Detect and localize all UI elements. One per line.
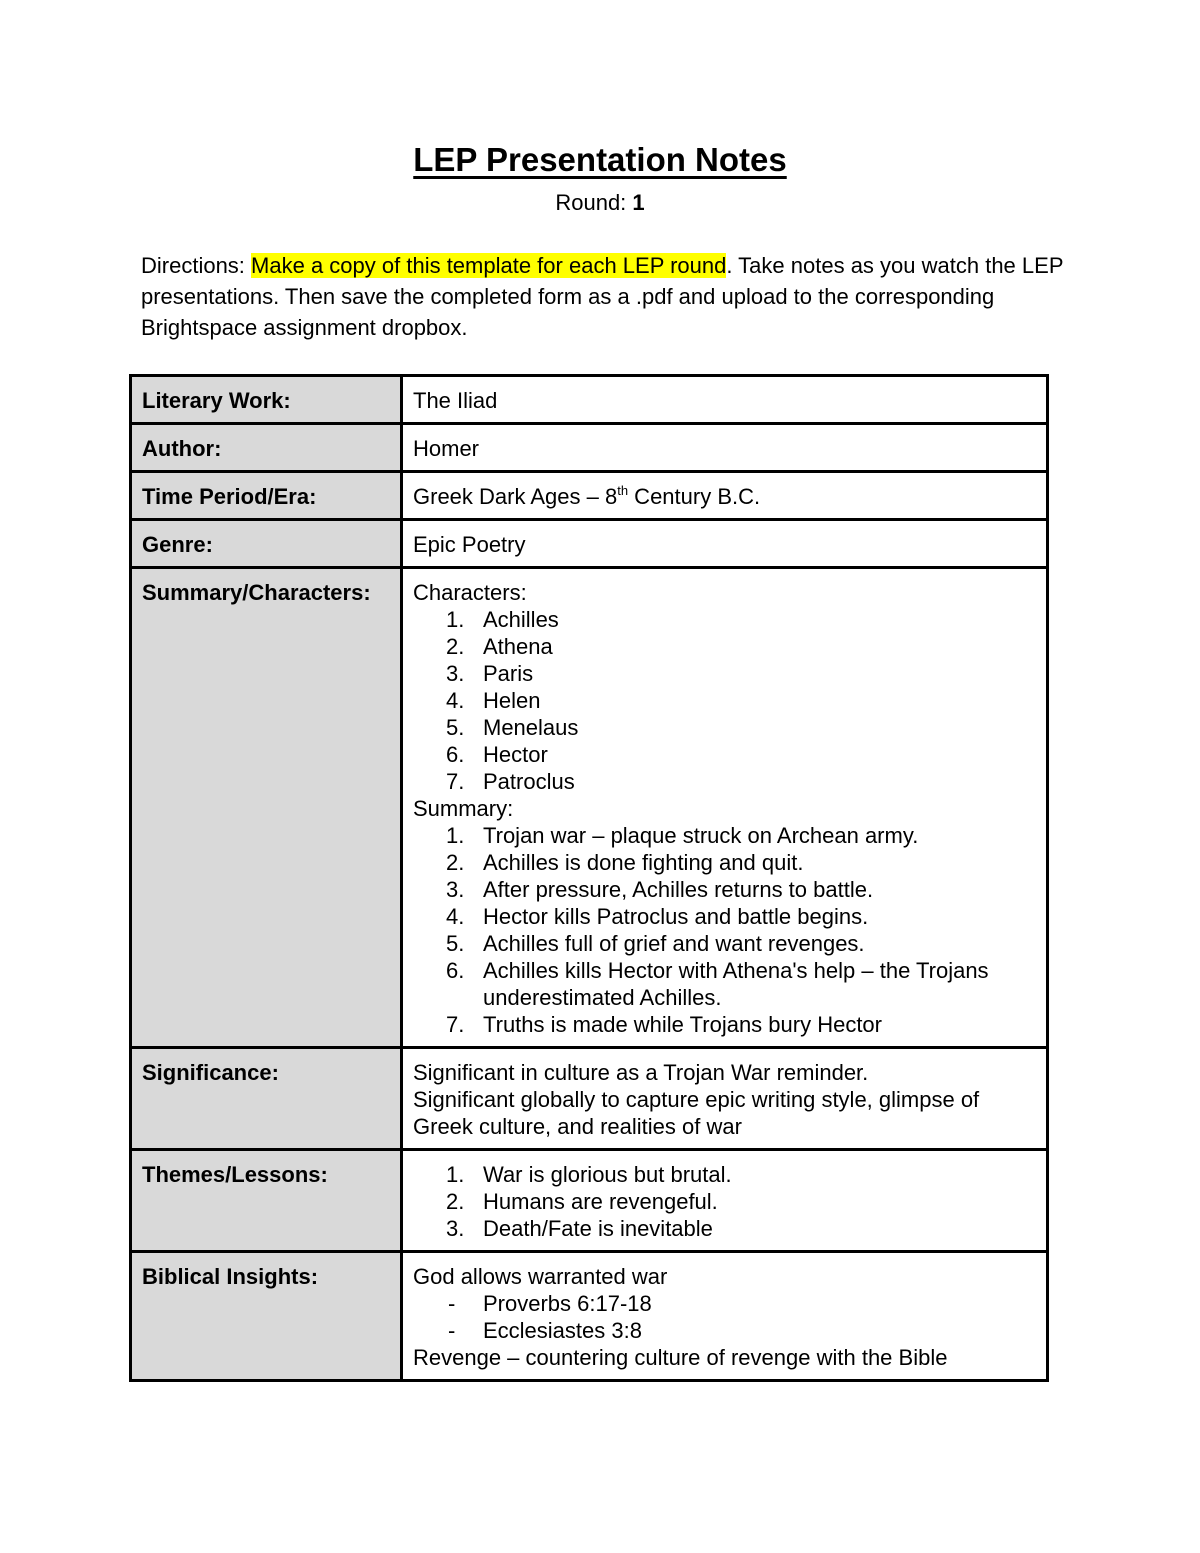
list-item [413, 1290, 1036, 1317]
list-text: After pressure, Achilles returns to battle. [483, 877, 874, 902]
list-text: Ecclesiastes 3:8 [483, 1318, 642, 1343]
literary-work-label: Literary Work: [131, 376, 402, 424]
round-value: 1 [632, 190, 645, 215]
list-item [413, 687, 1036, 714]
row-biblical [131, 1252, 1048, 1381]
row-genre [131, 520, 1048, 568]
genre-label: Genre: [131, 520, 402, 568]
characters-list [413, 606, 1036, 795]
time-period-sup: th [617, 483, 629, 498]
list-text: Achilles kills Hector with Athena's help – the Trojans underestimated Achilles. [483, 958, 989, 1010]
list-number: 7. [446, 1012, 465, 1037]
summary-characters-label: Summary/Characters: [131, 568, 402, 1048]
list-text: Hector [483, 742, 548, 767]
characters-heading: Characters: [413, 580, 527, 605]
themes-label: Themes/Lessons: [131, 1150, 402, 1252]
list-text: Achilles is done fighting and quit. [483, 850, 804, 875]
list-text: Achilles [483, 607, 559, 632]
list-text: Paris [483, 661, 534, 686]
time-period-post: Century B.C. [628, 484, 761, 509]
biblical-value [402, 1252, 1048, 1381]
significance-value [402, 1048, 1048, 1150]
significance-line-2: Significant globally to capture epic writing style, glimpse of Greek culture, and realities of war [413, 1087, 980, 1139]
directions-paragraph [141, 250, 1071, 343]
list-item [413, 633, 1036, 660]
list-number: 5. [446, 931, 465, 956]
time-period-pre: Greek Dark Ages – 8 [413, 484, 618, 509]
row-time-period [131, 472, 1048, 520]
list-item [413, 903, 1036, 930]
directions-label: Directions: [141, 253, 252, 278]
list-item [413, 876, 1036, 903]
list-text: Athena [483, 634, 553, 659]
list-bullet: - [448, 1291, 456, 1316]
biblical-line-2: Revenge – countering culture of revenge with the Bible [413, 1345, 948, 1370]
significance-line-1: Significant in culture as a Trojan War reminder. [413, 1060, 869, 1085]
list-text: War is glorious but brutal. [483, 1162, 732, 1187]
list-item [413, 1011, 1036, 1038]
notes-table [129, 374, 1049, 1382]
list-number: 3. [446, 1216, 465, 1241]
literary-work-value: The Iliad [402, 376, 1048, 424]
list-item [413, 822, 1036, 849]
row-literary-work [131, 376, 1048, 424]
summary-heading: Summary: [413, 796, 514, 821]
list-item [413, 930, 1036, 957]
themes-value [402, 1150, 1048, 1252]
summary-characters-value [402, 568, 1048, 1048]
list-text: Achilles full of grief and want revenges. [483, 931, 865, 956]
list-text: Hector kills Patroclus and battle begins. [483, 904, 869, 929]
summary-list [413, 822, 1036, 1038]
list-number: 6. [446, 742, 465, 767]
list-number: 1. [446, 1162, 465, 1187]
genre-value: Epic Poetry [402, 520, 1048, 568]
list-item [413, 741, 1036, 768]
list-number: 1. [446, 607, 465, 632]
round-label: Round: [555, 190, 633, 215]
list-text: Trojan war – plaque struck on Archean army. [483, 823, 919, 848]
time-period-label: Time Period/Era: [131, 472, 402, 520]
list-number: 4. [446, 688, 465, 713]
list-number: 2. [446, 1189, 465, 1214]
list-text: Patroclus [483, 769, 575, 794]
list-number: 3. [446, 661, 465, 686]
page-title: LEP Presentation Notes [413, 141, 787, 178]
list-number: 3. [446, 877, 465, 902]
list-number: 5. [446, 715, 465, 740]
biblical-label: Biblical Insights: [131, 1252, 402, 1381]
list-item [413, 714, 1036, 741]
list-number: 2. [446, 634, 465, 659]
list-item [413, 1317, 1036, 1344]
list-text: Truths is made while Trojans bury Hector [483, 1012, 882, 1037]
list-text: Humans are revengeful. [483, 1189, 718, 1214]
row-author [131, 424, 1048, 472]
row-significance [131, 1048, 1048, 1150]
list-text: Helen [483, 688, 541, 713]
list-item [413, 660, 1036, 687]
directions-highlight: Make a copy of this template for each LEP round [251, 253, 727, 278]
row-summary-characters [131, 568, 1048, 1048]
list-item [413, 1188, 1036, 1215]
time-period-value [402, 472, 1048, 520]
author-label: Author: [131, 424, 402, 472]
list-item [413, 768, 1036, 795]
list-text: Menelaus [483, 715, 579, 740]
round-line [0, 189, 1200, 217]
list-number: 2. [446, 850, 465, 875]
list-item [413, 1161, 1036, 1188]
list-number: 7. [446, 769, 465, 794]
themes-list [413, 1161, 1036, 1242]
list-bullet: - [448, 1318, 456, 1343]
list-item [413, 957, 1036, 1011]
list-text: Proverbs 6:17-18 [483, 1291, 652, 1316]
list-number: 1. [446, 823, 465, 848]
list-number: 6. [446, 958, 465, 983]
directions-rest: . Take notes as you watch the LEP presentations. Then save the completed form as a .pdf and upload to the corresponding Brightspace assignment dropbox. [141, 253, 1064, 340]
biblical-line-1: God allows warranted war [413, 1264, 668, 1289]
author-value: Homer [402, 424, 1048, 472]
list-item [413, 606, 1036, 633]
list-item [413, 1215, 1036, 1242]
significance-label: Significance: [131, 1048, 402, 1150]
row-themes [131, 1150, 1048, 1252]
list-text: Death/Fate is inevitable [483, 1216, 713, 1241]
biblical-refs [413, 1290, 1036, 1344]
list-item [413, 849, 1036, 876]
list-number: 4. [446, 904, 465, 929]
